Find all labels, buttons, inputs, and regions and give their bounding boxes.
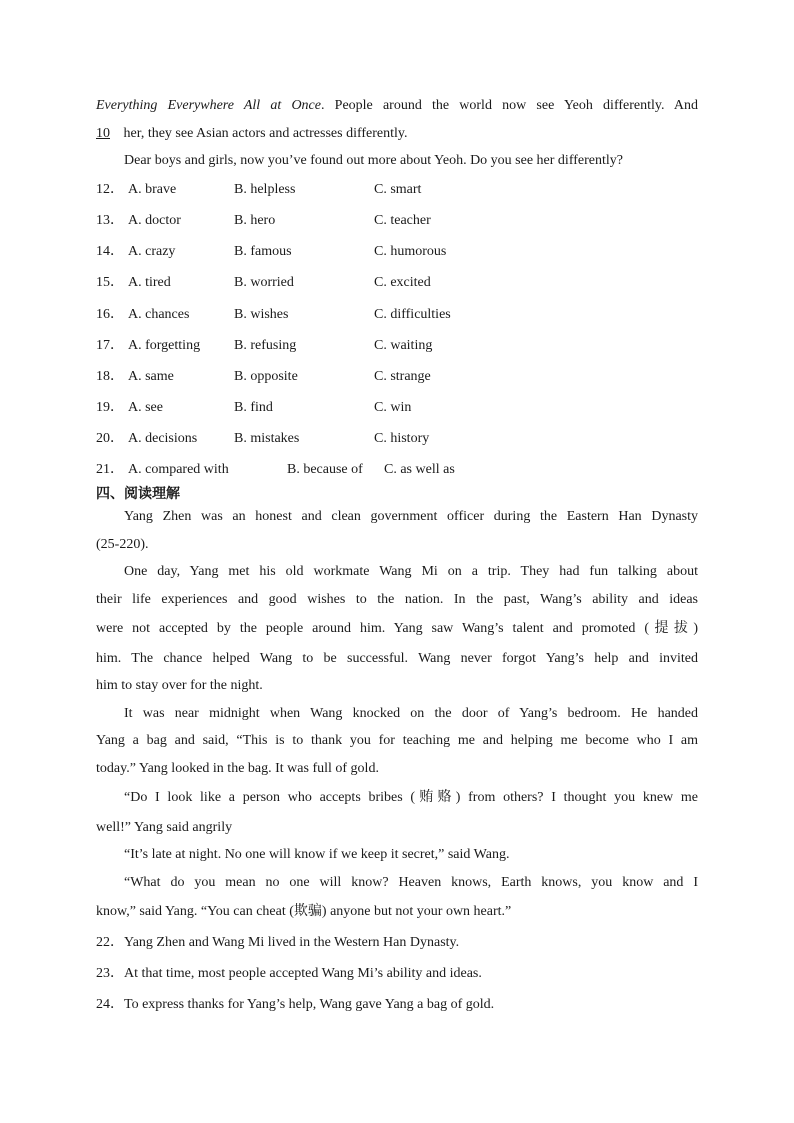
- option-c: C. strange: [374, 369, 431, 384]
- passage-line: (25-220).: [96, 537, 149, 552]
- question-number: 17．: [96, 338, 124, 353]
- option-b: B. find: [234, 400, 273, 415]
- question-17-options: [96, 337, 698, 355]
- question-number: 19．: [96, 400, 124, 415]
- passage-line: Yang a bag and said, “This is to thank you for teaching me and helping me become who I am: [96, 733, 698, 748]
- option-b: B. famous: [234, 244, 292, 259]
- question-18-options: [96, 368, 698, 386]
- option-a: A. compared with: [128, 462, 229, 477]
- option-c: C. smart: [374, 182, 422, 197]
- question-19-options: [96, 399, 698, 417]
- option-a: A. see: [128, 400, 163, 415]
- option-b: B. refusing: [234, 338, 297, 353]
- passage-line: know,” said Yang. “You can cheat (欺骗) anyone but not your own heart.”: [96, 904, 512, 919]
- option-a: A. tired: [128, 275, 171, 290]
- option-c: C. history: [374, 431, 430, 446]
- passage-line: well!” Yang said angrily: [96, 820, 233, 835]
- passage-line: It was near midnight when Wang knocked on the door of Yang’s bedroom. He handed: [124, 706, 698, 721]
- option-a: A. brave: [128, 182, 177, 197]
- passage-line: him to stay over for the night.: [96, 678, 263, 693]
- option-c: C. as well as: [384, 462, 455, 477]
- option-a: A. crazy: [128, 244, 176, 259]
- question-number: 13．: [96, 213, 124, 228]
- option-a: A. decisions: [128, 431, 198, 446]
- passage-line: him. The chance helped Wang to be successful. Wang never forgot Yang’s help and invited: [96, 651, 698, 666]
- question-number: 16．: [96, 307, 124, 322]
- passage-line: “What do you mean no one will know? Heaven knows, Earth knows, you know and I: [124, 875, 698, 890]
- question-number: 14．: [96, 244, 124, 259]
- option-c: C. difficulties: [374, 307, 451, 322]
- option-a: A. chances: [128, 307, 190, 322]
- question-13-options: [96, 212, 698, 230]
- cloze-line-2-rest: her, they see Asian actors and actresses differently.: [120, 126, 408, 141]
- passage-line: today.” Yang looked in the bag. It was full of gold.: [96, 761, 379, 776]
- option-b: B. helpless: [234, 182, 296, 197]
- question-12-options: [96, 181, 698, 199]
- option-b: B. because of: [287, 462, 363, 477]
- question-number: 15．: [96, 275, 124, 290]
- passage-line: One day, Yang met his old workmate Wang Mi on a trip. They had fun talking about: [124, 564, 698, 579]
- blank-10: 10: [96, 126, 110, 141]
- option-c: C. excited: [374, 275, 431, 290]
- question-number: 21．: [96, 462, 124, 477]
- passage-line: Yang Zhen was an honest and clean government officer during the Eastern Han Dynasty: [124, 509, 698, 524]
- option-b: B. worried: [234, 275, 294, 290]
- question-number: 18．: [96, 369, 124, 384]
- statement-24: 24．To express thanks for Yang’s help, Wang gave Yang a bag of gold.: [96, 997, 495, 1012]
- question-14-options: [96, 243, 698, 261]
- cloze-line-2: [96, 125, 698, 143]
- section-heading-reading: 四、阅读理解: [96, 486, 180, 502]
- option-b: B. opposite: [234, 369, 298, 384]
- movie-title: Everything Everywhere All at Once: [96, 98, 321, 113]
- option-b: B. hero: [234, 213, 276, 228]
- question-15-options: [96, 274, 698, 292]
- statement-22: 22．Yang Zhen and Wang Mi lived in the Western Han Dynasty.: [96, 935, 460, 950]
- option-a: A. forgetting: [128, 338, 201, 353]
- option-a: A. same: [128, 369, 174, 384]
- cloze-line-1: [96, 97, 698, 115]
- question-20-options: [96, 430, 698, 448]
- question-number: 20．: [96, 431, 124, 446]
- question-number: 12．: [96, 182, 124, 197]
- passage-line: were not accepted by the people around him. Yang saw Wang’s talent and promoted (提拔): [96, 621, 698, 636]
- option-c: C. waiting: [374, 338, 433, 353]
- cloze-line-3: Dear boys and girls, now you’ve found out more about Yeoh. Do you see her differently?: [124, 153, 623, 168]
- question-16-options: [96, 306, 698, 324]
- option-c: C. humorous: [374, 244, 447, 259]
- option-b: B. mistakes: [234, 431, 300, 446]
- option-b: B. wishes: [234, 307, 289, 322]
- option-c: C. teacher: [374, 213, 431, 228]
- statement-23: 23．At that time, most people accepted Wang Mi’s ability and ideas.: [96, 966, 482, 981]
- passage-line: their life experiences and good wishes to the nation. In the past, Wang’s ability and ideas: [96, 592, 698, 607]
- option-a: A. doctor: [128, 213, 181, 228]
- cloze-line-1-rest: . People around the world now see Yeoh differently. And: [320, 98, 698, 113]
- option-c: C. win: [374, 400, 412, 415]
- passage-line: “It’s late at night. No one will know if we keep it secret,” said Wang.: [124, 847, 510, 862]
- question-21-options: [96, 461, 698, 479]
- passage-line: “Do I look like a person who accepts bribes (贿赂) from others? I thought you knew me: [124, 790, 698, 805]
